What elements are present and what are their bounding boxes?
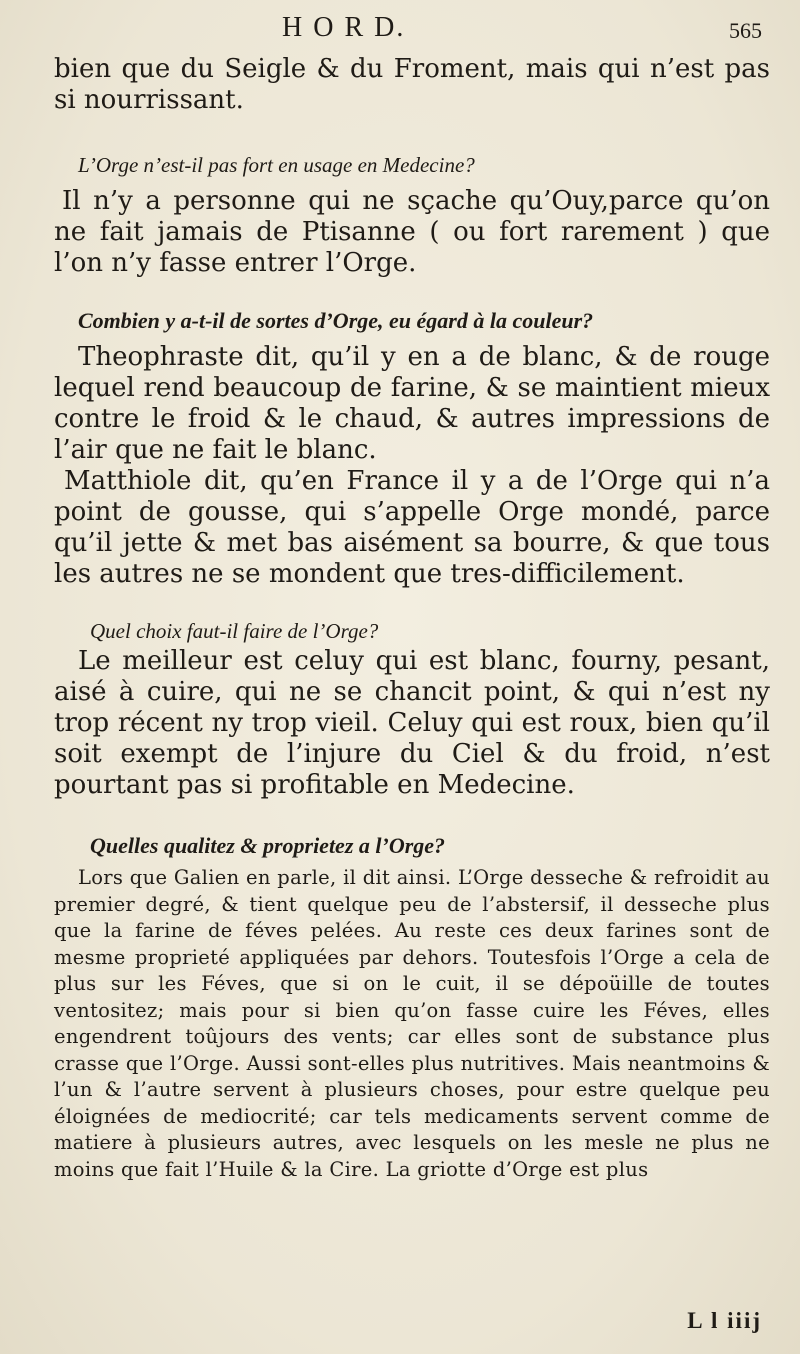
answer-paragraph: Le meilleur est celuy qui est blanc, fourny, pesant, aisé à cuire, qui ne se chancit point, & qui n’est ny trop récent ny trop vieil. Celuy qui est roux, bien qu’il soit exempt de l’injure du Ciel & du froid, n’est pourtant pas si profitable en Medecine. [54, 646, 770, 800]
answer-paragraph: Theophraste dit, qu’il y en a de blanc, & de rouge lequel rend beaucoup de farine, & se maintient mieux contre le froid & le chaud, & autres impressions de l’air que ne fait le blanc. [54, 342, 770, 465]
running-title: H O R D. [282, 12, 406, 43]
answer-paragraph: Matthiole dit, qu’en France il y a de l’Orge qui n’a point de gousse, qui s’appelle Orge mondé, parce qu’il jette & met bas aisément sa bourre, & que tous les autres ne se mondent que tres-difficilement. [54, 466, 770, 589]
answer-paragraph: Lors que Galien en parle, il dit ainsi. L’Orge desseche & refroidit au premier degré, & tient quelque peu de l’abstersif, il desseche plus que la farine de féves pelées. Au reste ces deux farines sont de mesme proprieté appliquées par dehors. Toutesfois l’Orge a cela de plus sur les Féves, que si on le cuit, il se dépoüille de toutes ventositez; mais pour si bien qu’on fasse cuire les Féves, elles engendrent toûjours des vents; car elles sont de substance plus crasse que l’Orge. Aussi sont-elles plus nutritives. Mais neantmoins & l’un & l’autre servent à plusieurs choses, pour estre quelque peu éloignées de mediocrité; car tels medicaments servent comme de matiere à plusieurs autres, avec lesquels on les mesle ne plus ne moins que fait l’Huile & la Cire. La griotte d’Orge est plus [54, 866, 770, 1181]
question-heading: Combien y a-t-il de sortes d’Orge, eu égard à la couleur? [78, 308, 594, 333]
answer-paragraph: Il n’y a personne qui ne sçache qu’Ouy,parce qu’on ne fait jamais de Ptisanne ( ou fort rarement ) que l’on n’y fasse entrer l’Orge. [54, 186, 770, 278]
question-heading: Quelles qualitez & proprietez a l’Orge? [90, 833, 446, 858]
running-head [0, 12, 800, 48]
question-heading: Quel choix faut-il faire de l’Orge? [90, 619, 379, 643]
signature-mark: L l iiij [687, 1308, 762, 1333]
page-number: 565 [729, 18, 762, 43]
page-content [54, 46, 770, 1183]
paragraph-continuation: bien que du Seigle & du Froment, mais qui n’est pas si nourrissant. [54, 54, 770, 115]
question-heading: L’Orge n’est-il pas fort en usage en Medecine? [78, 153, 475, 177]
